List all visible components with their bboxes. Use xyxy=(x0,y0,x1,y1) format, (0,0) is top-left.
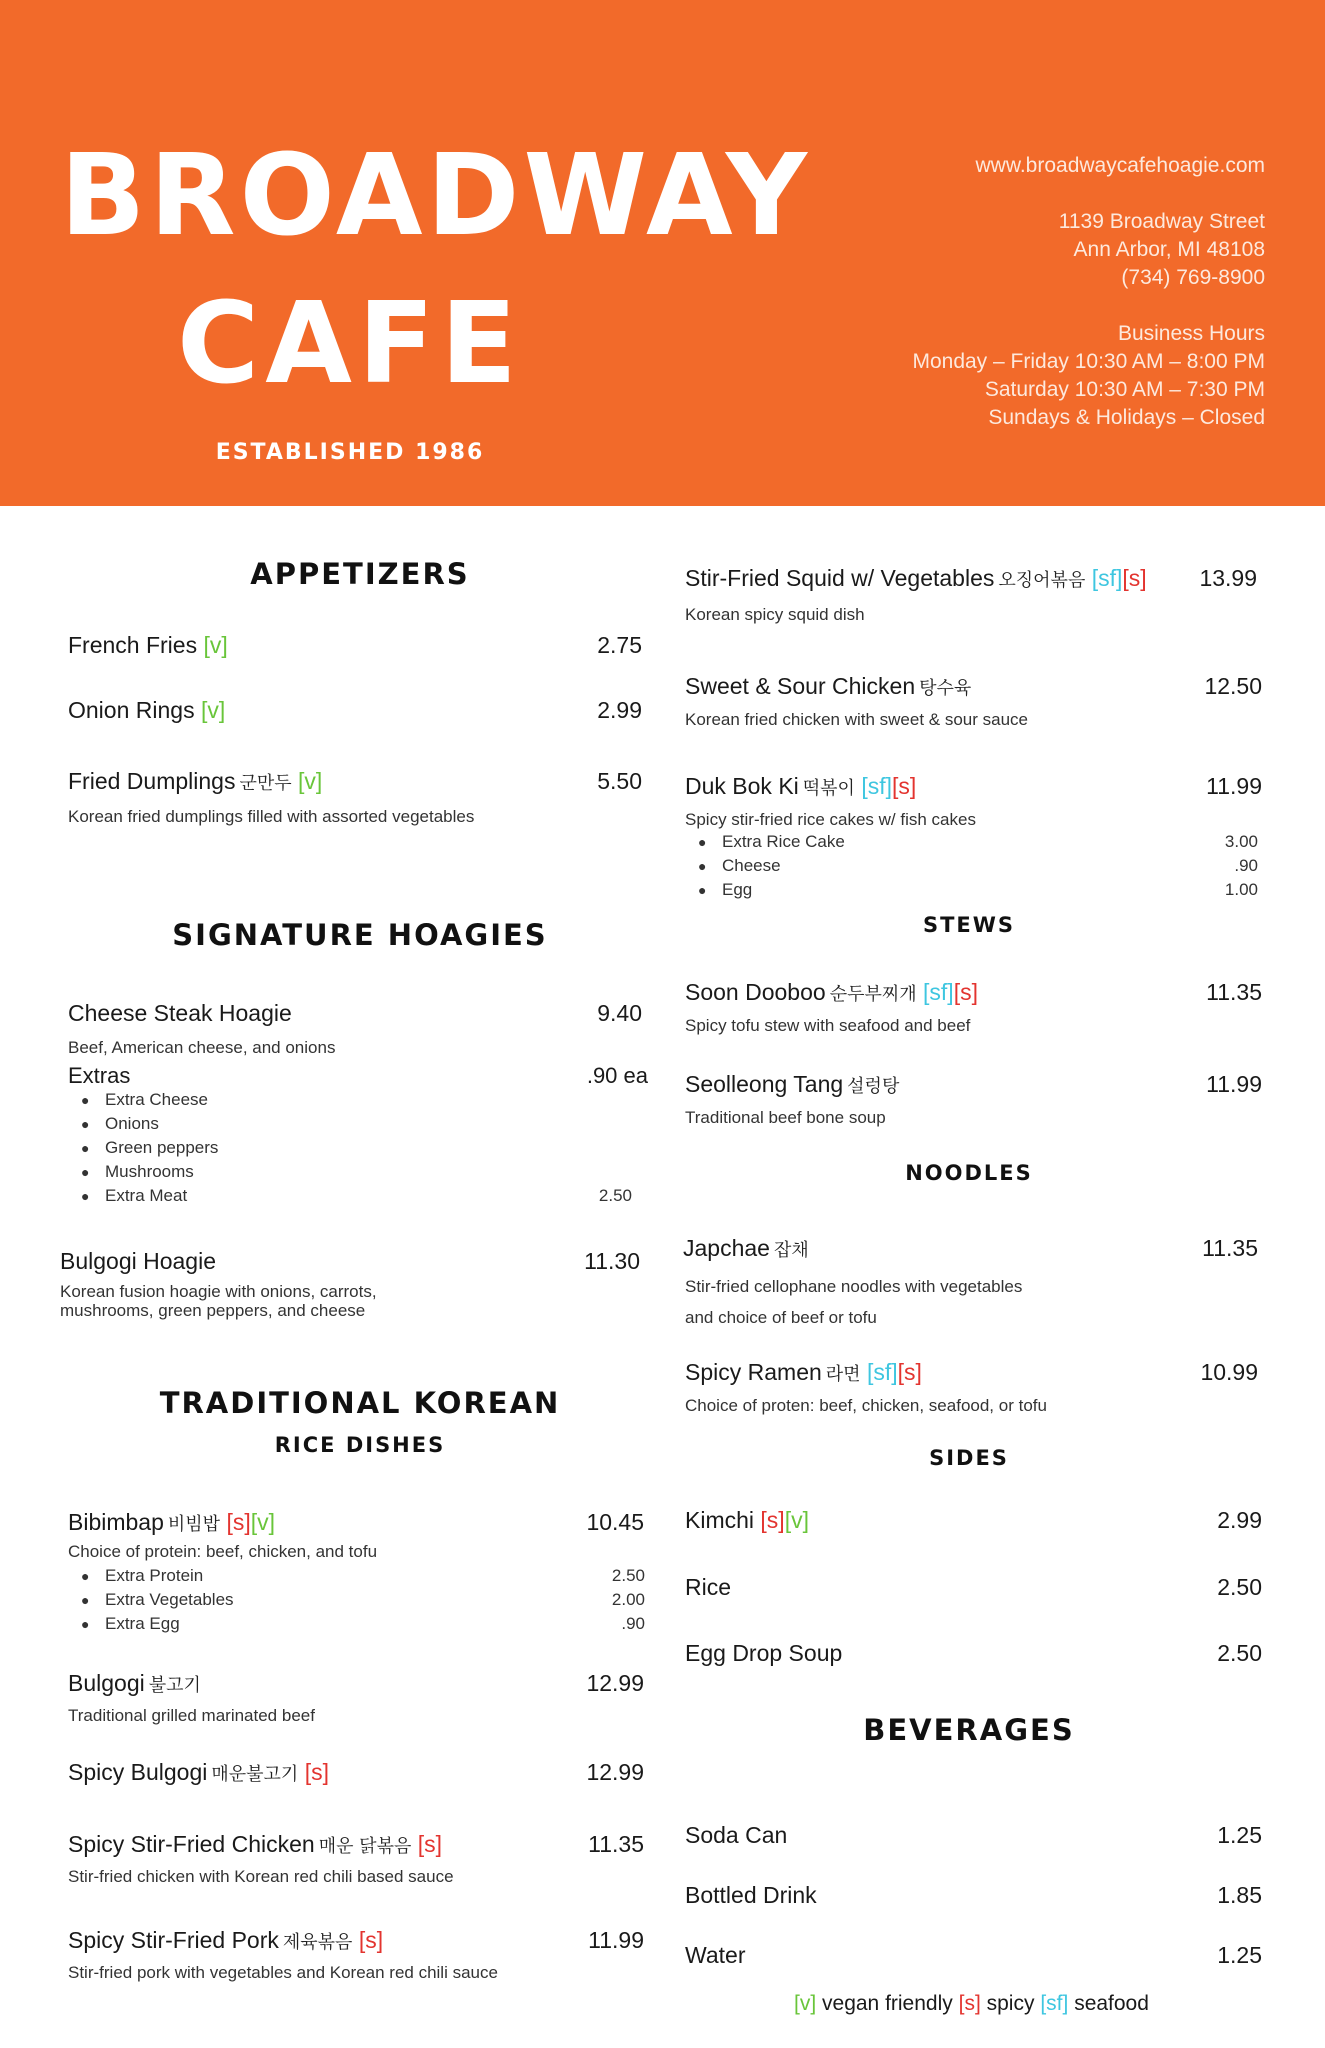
extras-label: Extras xyxy=(68,1063,131,1088)
section-stews: STEWS xyxy=(922,913,1016,937)
section-beverages: BEVERAGES xyxy=(863,1713,1075,1747)
menu-item: Soon Dooboo 순두부찌개 [sf][s] xyxy=(685,979,978,1005)
item-description: Spicy tofu stew with seafood and beef xyxy=(685,1016,971,1035)
menu-item: Bibimbap 비빔밥 [s][v] xyxy=(68,1509,276,1535)
extra-price: .90 xyxy=(1234,856,1258,875)
menu-item: Soda Can xyxy=(685,1822,788,1848)
extras-price: .90 ea xyxy=(586,1063,648,1088)
phone-number: (734) 769-8900 xyxy=(1121,266,1265,289)
extra-price: 3.00 xyxy=(1224,832,1258,851)
item-description: Beef, American cheese, and onions xyxy=(68,1038,336,1057)
item-description: Spicy stir-fried rice cakes w/ fish cakes xyxy=(685,810,976,829)
established: ESTABLISHED 1986 xyxy=(215,440,485,465)
menu-item: Onion Rings [v] xyxy=(68,697,226,723)
menu-item: Spicy Stir-Fried Chicken 매운 닭볶음 [s] xyxy=(68,1831,443,1857)
price: 11.99 xyxy=(1206,1071,1262,1097)
item-description: Korean spicy squid dish xyxy=(685,605,865,624)
menu-item: French Fries [v] xyxy=(68,632,228,658)
price: 2.50 xyxy=(1217,1640,1262,1666)
price: 5.50 xyxy=(597,768,642,794)
item-description: Stir-fried chicken with Korean red chili based sauce xyxy=(68,1867,454,1886)
menu-item: Kimchi [s][v] xyxy=(685,1507,809,1533)
logo-line2: CAFE xyxy=(177,279,523,409)
price: 12.50 xyxy=(1204,673,1262,699)
hours-sunday: Sundays & Holidays – Closed xyxy=(988,406,1265,429)
price: 11.35 xyxy=(1202,1235,1258,1261)
price: 11.35 xyxy=(588,1831,644,1857)
price: 1.25 xyxy=(1217,1942,1262,1968)
extra-item: Egg xyxy=(722,880,753,899)
logo xyxy=(60,131,812,465)
street-address: 1139 Broadway Street xyxy=(1058,210,1265,233)
logo-line1: BROADWAY xyxy=(60,131,812,261)
menu-item: Spicy Bulgogi 매운불고기 [s] xyxy=(68,1759,329,1785)
section-noodles: NOODLES xyxy=(905,1161,1033,1185)
extra-price: 2.50 xyxy=(611,1566,645,1585)
website-link[interactable]: www.broadwaycafehoagie.com xyxy=(975,154,1265,177)
extra-item: Extra Rice Cake xyxy=(722,832,845,851)
extra-item: Green peppers xyxy=(105,1138,219,1157)
extra-price: 2.50 xyxy=(598,1186,632,1205)
extra-item: Cheese xyxy=(722,856,781,875)
contact-info xyxy=(765,152,1265,432)
extra-price: 1.00 xyxy=(1224,880,1258,899)
item-description: Traditional beef bone soup xyxy=(685,1108,886,1127)
hours-saturday: Saturday 10:30 AM – 7:30 PM xyxy=(984,378,1265,401)
item-description: Stir-fried pork with vegetables and Korean red chili sauce xyxy=(68,1963,498,1982)
extra-item: Extra Protein xyxy=(105,1566,204,1585)
menu-item: Japchae 잡채 xyxy=(683,1235,809,1261)
legend: [v] vegan friendly [s] spicy [sf] seafood xyxy=(794,1992,1149,2015)
price: 11.35 xyxy=(1206,979,1262,1005)
menu-item: Rice xyxy=(685,1574,732,1600)
section-hoagies: SIGNATURE HOAGIES xyxy=(172,918,548,952)
item-description: Korean fried chicken with sweet & sour sauce xyxy=(685,710,1029,729)
menu-item: Cheese Steak Hoagie xyxy=(68,1000,292,1026)
price: 2.75 xyxy=(597,632,642,658)
menu-item: Spicy Ramen 라면 [sf][s] xyxy=(685,1359,922,1385)
extra-item: Extra Egg xyxy=(105,1614,180,1633)
price: 12.99 xyxy=(586,1670,644,1696)
extra-item: Extra Cheese xyxy=(105,1090,208,1109)
price: 13.99 xyxy=(1199,565,1257,591)
item-description: Korean fried dumplings filled with assorted vegetables xyxy=(68,807,475,826)
header-banner xyxy=(0,0,1325,506)
item-description: Choice of proten: beef, chicken, seafood, or tofu xyxy=(685,1396,1047,1415)
item-description: Choice of protein: beef, chicken, and tofu xyxy=(68,1542,378,1561)
price: 11.99 xyxy=(588,1927,644,1953)
price: 11.30 xyxy=(584,1248,640,1274)
price: 2.50 xyxy=(1217,1574,1262,1600)
menu-item: Sweet & Sour Chicken 탕수육 xyxy=(685,673,972,699)
hours-weekday: Monday – Friday 10:30 AM – 8:00 PM xyxy=(912,350,1265,373)
menu-item: Water xyxy=(685,1942,746,1968)
menu-item: Fried Dumplings 군만두 [v] xyxy=(68,768,323,794)
price: 10.45 xyxy=(586,1509,644,1535)
menu-item: Seolleong Tang 설렁탕 xyxy=(685,1071,900,1097)
city-address: Ann Arbor, MI 48108 xyxy=(1073,238,1265,261)
price: 2.99 xyxy=(1217,1507,1262,1533)
price: 12.99 xyxy=(586,1759,644,1785)
price: 1.25 xyxy=(1217,1822,1262,1848)
price: 10.99 xyxy=(1200,1359,1258,1385)
hours-title: Business Hours xyxy=(1117,322,1265,345)
section-korean: TRADITIONAL KOREAN xyxy=(159,1386,561,1420)
item-description: Korean fusion hoagie with onions, carrots, mushrooms, green peppers, and cheese xyxy=(60,1282,377,1320)
extra-item: Onions xyxy=(105,1114,159,1133)
menu-item: Bottled Drink xyxy=(685,1882,817,1908)
price: 2.99 xyxy=(597,697,642,723)
price: 1.85 xyxy=(1217,1882,1262,1908)
extra-price: 2.00 xyxy=(611,1590,645,1609)
menu-item: Stir-Fried Squid w/ Vegetables 오징어볶음 [sf][s] xyxy=(685,565,1147,591)
section-sides: SIDES xyxy=(929,1446,1009,1470)
menu-item: Bulgogi Hoagie xyxy=(60,1248,217,1274)
extra-price: .90 xyxy=(621,1614,645,1633)
section-rice: RICE DISHES xyxy=(274,1433,446,1457)
section-appetizers: APPETIZERS xyxy=(250,557,470,591)
extra-item: Extra Meat xyxy=(105,1186,188,1205)
extra-item: Extra Vegetables xyxy=(105,1590,234,1609)
extra-item: Mushrooms xyxy=(105,1162,194,1181)
menu-item: Bulgogi 불고기 xyxy=(68,1670,201,1696)
item-description: Traditional grilled marinated beef xyxy=(68,1706,315,1725)
price: 11.99 xyxy=(1206,773,1262,799)
menu-item: Spicy Stir-Fried Pork 제육볶음 [s] xyxy=(68,1927,384,1953)
menu-item: Egg Drop Soup xyxy=(685,1640,843,1666)
price: 9.40 xyxy=(597,1000,642,1026)
item-description: Stir-fried cellophane noodles with vegetables and choice of beef or tofu xyxy=(685,1277,1023,1327)
menu-item: Duk Bok Ki 떡볶이 [sf][s] xyxy=(685,773,917,799)
